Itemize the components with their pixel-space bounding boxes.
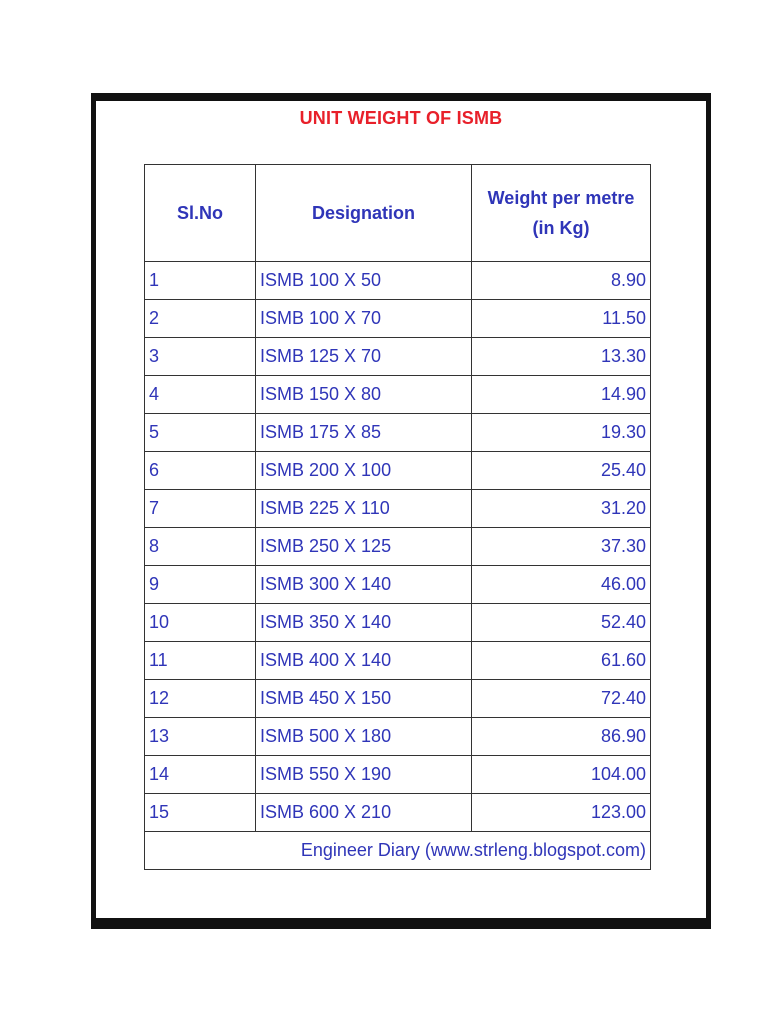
slno-cell: 9 [145, 566, 256, 604]
slno-cell: 12 [145, 680, 256, 718]
designation-cell: ISMB 300 X 140 [256, 566, 472, 604]
table-row [145, 642, 651, 680]
slno-cell: 15 [145, 794, 256, 832]
footer-row [145, 832, 651, 870]
header-designation: Designation [256, 165, 472, 262]
slno-cell: 10 [145, 604, 256, 642]
table-row [145, 376, 651, 414]
designation-cell: ISMB 450 X 150 [256, 680, 472, 718]
weight-cell: 52.40 [472, 604, 651, 642]
table-row [145, 338, 651, 376]
designation-cell: ISMB 125 X 70 [256, 338, 472, 376]
designation-cell: ISMB 100 X 70 [256, 300, 472, 338]
table-row [145, 718, 651, 756]
header-slno: Sl.No [145, 165, 256, 262]
slno-cell: 3 [145, 338, 256, 376]
slno-cell: 13 [145, 718, 256, 756]
footer-credit: Engineer Diary (www.strleng.blogspot.com) [145, 832, 651, 870]
slno-cell: 5 [145, 414, 256, 452]
designation-cell: ISMB 400 X 140 [256, 642, 472, 680]
weight-cell: 19.30 [472, 414, 651, 452]
slno-cell: 8 [145, 528, 256, 566]
document-title: UNIT WEIGHT OF ISMB [299, 108, 503, 128]
weight-cell: 72.40 [472, 680, 651, 718]
weight-cell: 61.60 [472, 642, 651, 680]
weight-cell: 86.90 [472, 718, 651, 756]
designation-cell: ISMB 600 X 210 [256, 794, 472, 832]
weight-cell: 8.90 [472, 262, 651, 300]
weight-cell: 104.00 [472, 756, 651, 794]
designation-cell: ISMB 550 X 190 [256, 756, 472, 794]
designation-cell: ISMB 350 X 140 [256, 604, 472, 642]
table-row [145, 490, 651, 528]
designation-cell: ISMB 225 X 110 [256, 490, 472, 528]
weight-cell: 31.20 [472, 490, 651, 528]
header-row [145, 165, 651, 262]
header-weight [472, 165, 651, 262]
table-row [145, 414, 651, 452]
weight-cell: 46.00 [472, 566, 651, 604]
slno-cell: 14 [145, 756, 256, 794]
slno-cell: 7 [145, 490, 256, 528]
table-row [145, 452, 651, 490]
header-weight-line2: (in Kg) [532, 218, 590, 238]
weight-cell: 11.50 [472, 300, 651, 338]
table-row [145, 680, 651, 718]
slno-cell: 4 [145, 376, 256, 414]
slno-cell: 11 [145, 642, 256, 680]
designation-cell: ISMB 175 X 85 [256, 414, 472, 452]
table-row [145, 300, 651, 338]
designation-cell: ISMB 500 X 180 [256, 718, 472, 756]
weight-cell: 14.90 [472, 376, 651, 414]
designation-cell: ISMB 150 X 80 [256, 376, 472, 414]
designation-cell: ISMB 200 X 100 [256, 452, 472, 490]
table-row [145, 604, 651, 642]
slno-cell: 1 [145, 262, 256, 300]
slno-cell: 2 [145, 300, 256, 338]
table-row [145, 794, 651, 832]
weight-cell: 37.30 [472, 528, 651, 566]
header-weight-line1: Weight per metre [487, 188, 635, 208]
weight-table [144, 164, 651, 870]
designation-cell: ISMB 100 X 50 [256, 262, 472, 300]
slno-cell: 6 [145, 452, 256, 490]
table-row [145, 566, 651, 604]
weight-cell: 13.30 [472, 338, 651, 376]
designation-cell: ISMB 250 X 125 [256, 528, 472, 566]
table-row [145, 528, 651, 566]
table-row [145, 262, 651, 300]
table-row [145, 756, 651, 794]
weight-cell: 123.00 [472, 794, 651, 832]
weight-cell: 25.40 [472, 452, 651, 490]
